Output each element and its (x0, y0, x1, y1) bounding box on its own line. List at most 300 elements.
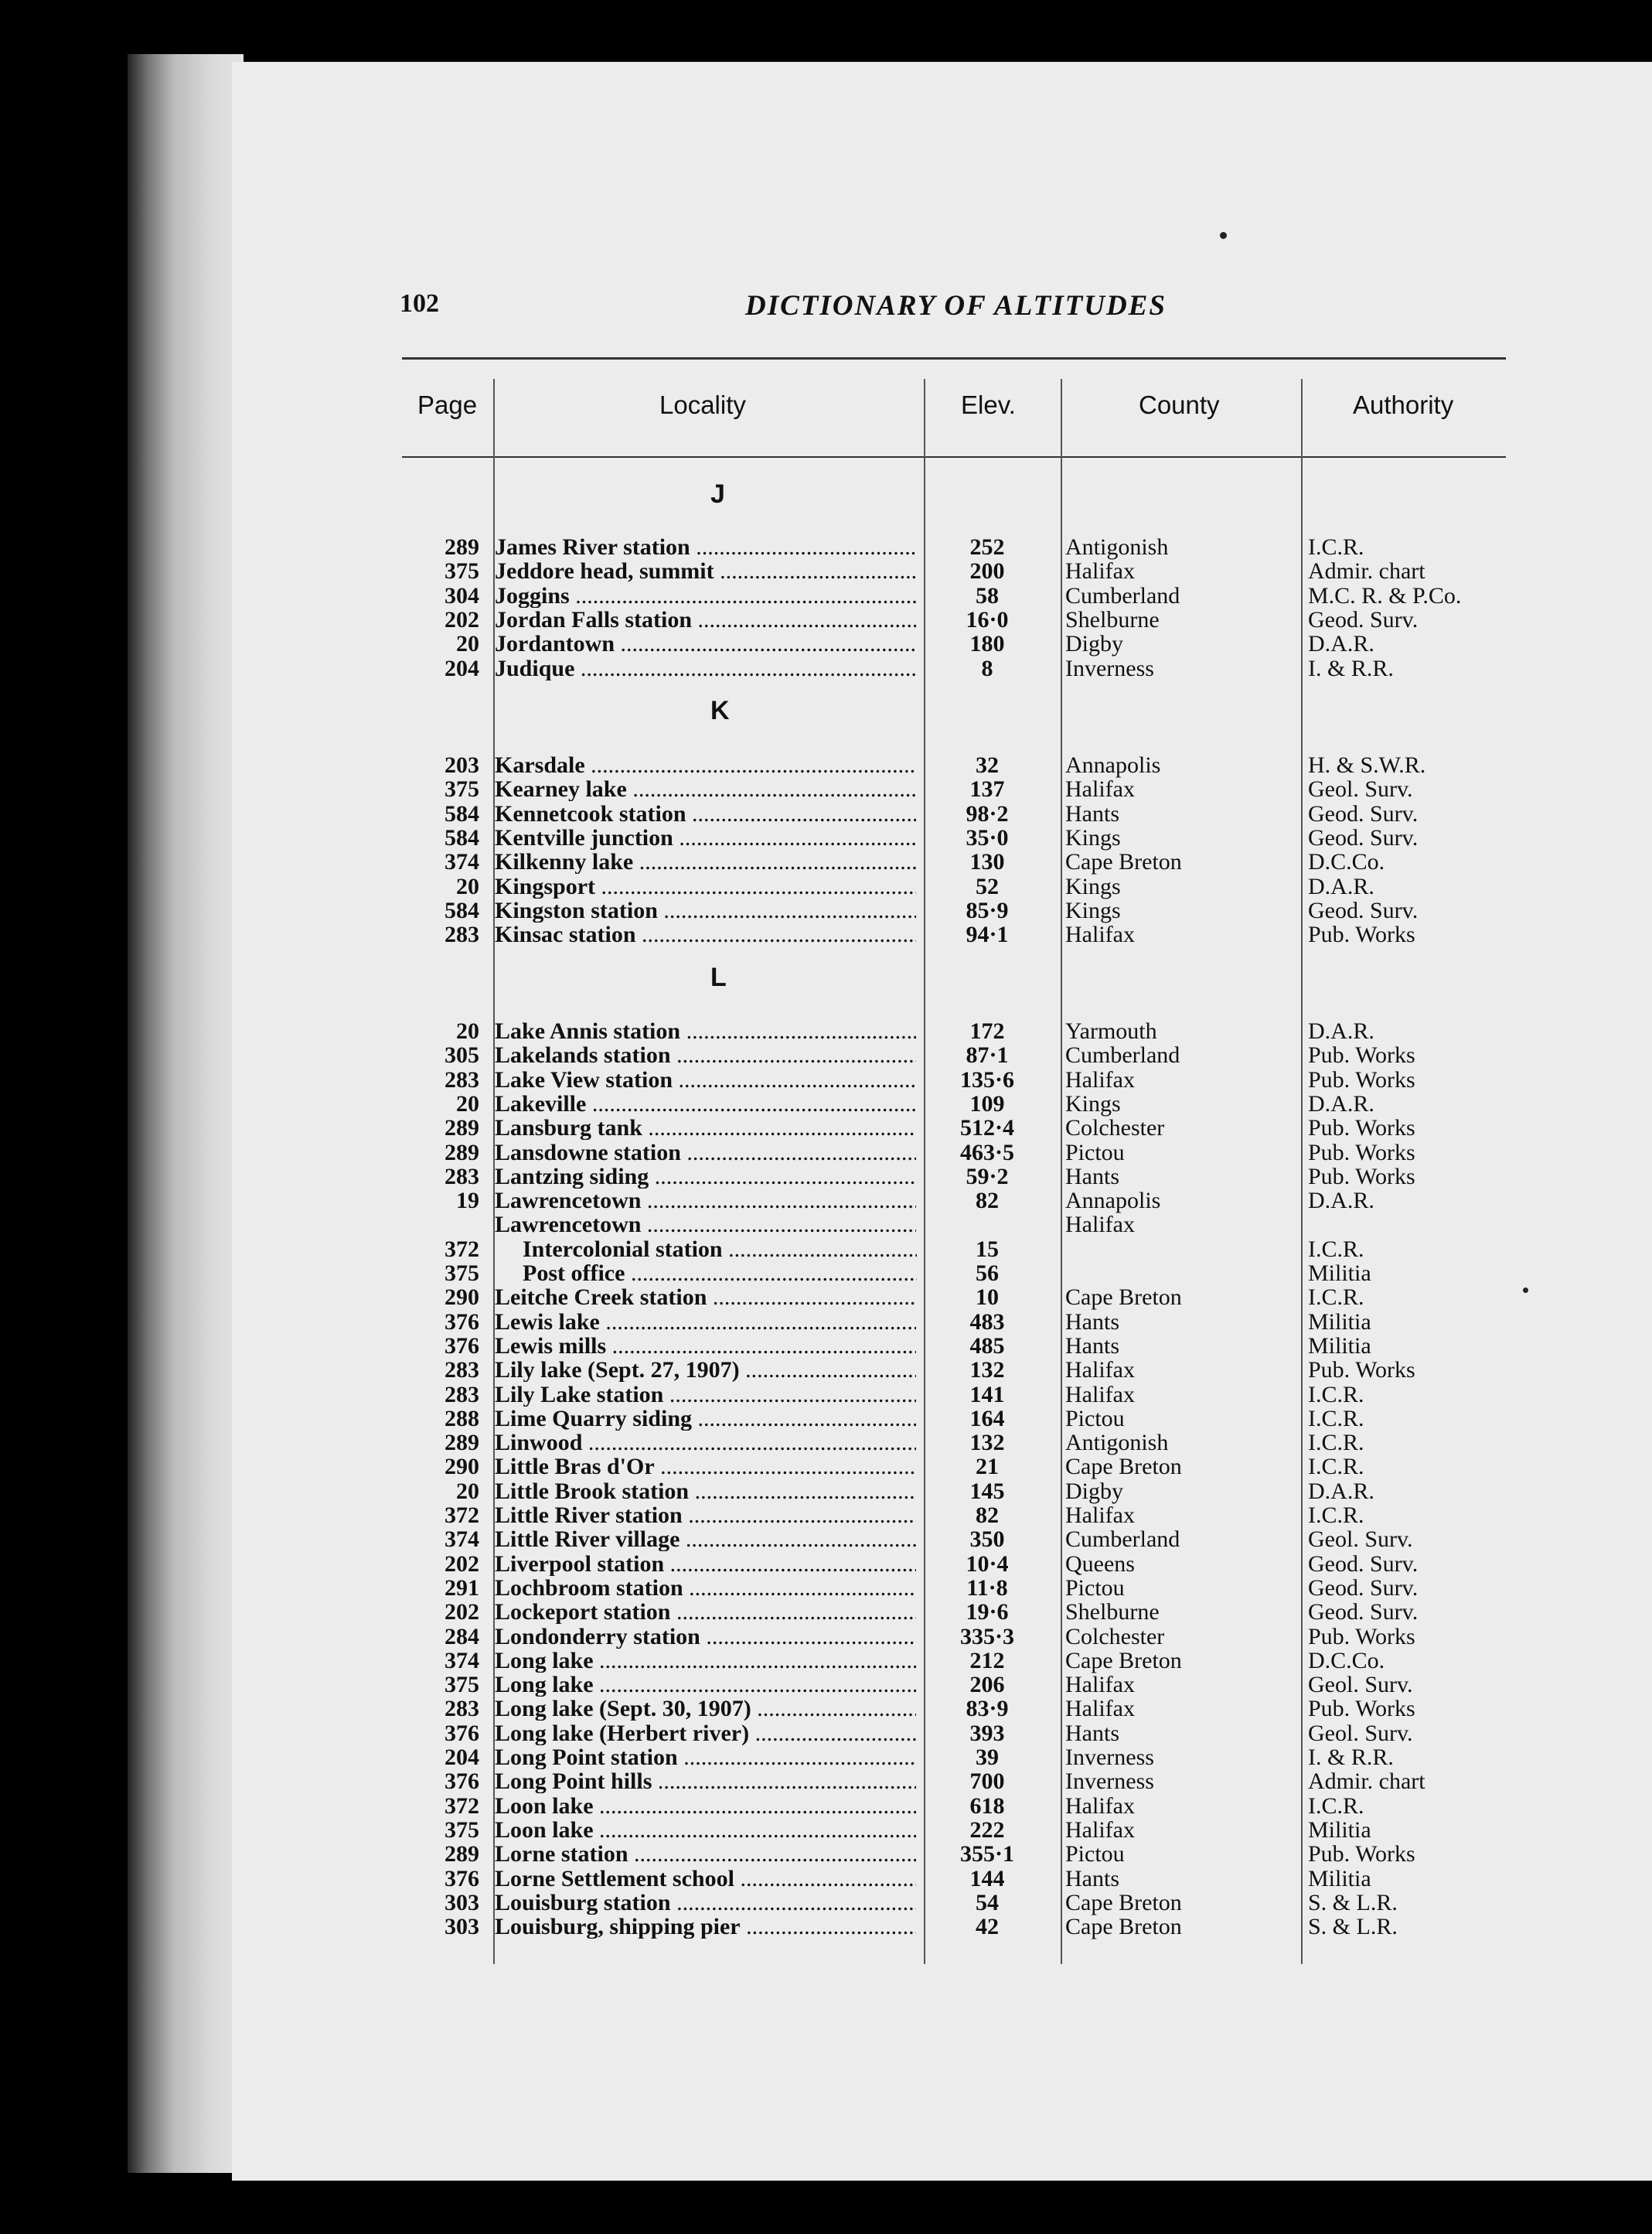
row-elevation: 58 (976, 582, 999, 609)
row-authority: Geod. Surv. (1308, 897, 1419, 923)
row-authority: S. & L.R. (1308, 1889, 1398, 1915)
table-row (0, 1261, 1652, 1285)
row-authority: I. & R.R. (1308, 655, 1394, 681)
table-row (0, 1358, 1652, 1382)
row-locality: Jordantown ..... (495, 632, 916, 656)
row-page: 283 (445, 1066, 479, 1093)
row-county: Halifax (1065, 558, 1135, 585)
row-authority: Militia (1308, 1865, 1371, 1891)
table-row (0, 584, 1652, 608)
row-authority: I.C.R. (1308, 1502, 1364, 1528)
row-authority: D.A.R. (1308, 1090, 1374, 1117)
table-row (0, 1649, 1652, 1673)
row-page: 289 (445, 1139, 479, 1165)
row-county: Cumberland (1065, 1526, 1180, 1553)
table-row (0, 1043, 1652, 1067)
table-row (0, 899, 1652, 923)
row-county: Shelburne (1065, 1599, 1160, 1625)
row-page: 283 (445, 922, 479, 948)
row-page: 202 (445, 1550, 479, 1577)
table-row (0, 923, 1652, 946)
row-county: Halifax (1065, 1502, 1135, 1528)
row-county: Cape Breton (1065, 849, 1182, 875)
table-row (0, 1769, 1652, 1793)
row-page: 372 (445, 1502, 479, 1528)
row-locality: Intercolonial station ..... (523, 1237, 917, 1261)
row-county: Halifax (1065, 1696, 1135, 1722)
row-county: Pictou (1065, 1574, 1125, 1601)
col-header-locality: Locality (659, 391, 746, 419)
table-row (0, 1068, 1652, 1092)
row-locality: Lewis mills ..... (495, 1334, 916, 1358)
row-county: Hants (1065, 1865, 1119, 1891)
table-row (0, 1721, 1652, 1745)
row-county: Inverness (1065, 655, 1154, 681)
row-elevation: 15 (976, 1236, 999, 1262)
row-authority: Pub. Works (1308, 1042, 1415, 1069)
row-elevation: 132 (969, 1430, 1005, 1456)
row-locality: Kilkenny lake ..... (495, 850, 916, 874)
col-header-elev: Elev. (961, 391, 1016, 419)
row-elevation: 700 (969, 1768, 1005, 1795)
table-row (0, 1625, 1652, 1649)
row-locality: Lochbroom station ..... (495, 1576, 916, 1600)
row-page: 204 (445, 1745, 479, 1770)
row-elevation: 56 (976, 1260, 999, 1286)
row-authority: Geod. Surv. (1308, 824, 1419, 851)
row-county: Cumberland (1065, 582, 1180, 609)
row-authority: D.A.R. (1308, 1478, 1374, 1504)
row-elevation: 200 (969, 558, 1005, 585)
row-page: 376 (445, 1308, 479, 1335)
row-elevation: 483 (969, 1308, 1005, 1335)
row-locality: Lawrencetown ..... (495, 1212, 916, 1236)
table-row (0, 1915, 1652, 1939)
row-authority: Militia (1308, 1308, 1371, 1335)
row-locality: Lily lake (Sept. 27, 1907) ..... (495, 1358, 916, 1382)
row-page: 375 (445, 558, 479, 585)
row-elevation: 39 (976, 1745, 999, 1770)
row-elevation: 137 (969, 776, 1005, 803)
row-county: Hants (1065, 1163, 1119, 1189)
row-authority: Admir. chart (1308, 1768, 1425, 1795)
row-authority: I.C.R. (1308, 1454, 1364, 1480)
row-elevation: 16·0 (966, 606, 1009, 633)
row-elevation: 35·0 (966, 824, 1009, 851)
row-county: Antigonish (1065, 534, 1169, 560)
row-county: Cape Breton (1065, 1454, 1182, 1480)
row-page: 283 (445, 1163, 479, 1189)
row-page: 289 (445, 1115, 479, 1141)
table-row (0, 1576, 1652, 1600)
row-page: 289 (445, 1841, 479, 1867)
row-elevation: 350 (969, 1526, 1005, 1553)
row-county: Kings (1065, 1090, 1121, 1117)
row-authority: Pub. Works (1308, 922, 1415, 948)
table-row (0, 1818, 1652, 1842)
row-county: Shelburne (1065, 606, 1160, 633)
row-elevation: 59·2 (966, 1163, 1009, 1189)
table-row (0, 608, 1652, 632)
row-elevation: 98·2 (966, 800, 1009, 827)
row-locality: Liverpool station ..... (495, 1552, 916, 1576)
row-authority: D.A.R. (1308, 1188, 1374, 1214)
row-county: Halifax (1065, 1792, 1135, 1819)
row-authority: D.A.R. (1308, 873, 1374, 899)
row-locality: James River station ..... (495, 535, 916, 559)
row-county: Halifax (1065, 922, 1135, 948)
column-header-rule (402, 456, 1506, 458)
row-county: Pictou (1065, 1841, 1125, 1867)
row-county: Digby (1065, 1478, 1123, 1504)
page-number: 102 (400, 289, 439, 318)
row-county: Inverness (1065, 1745, 1154, 1770)
row-locality: Long lake ..... (495, 1649, 916, 1673)
row-elevation: 21 (976, 1454, 999, 1480)
row-county: Cape Breton (1065, 1914, 1182, 1940)
row-county: Digby (1065, 631, 1123, 657)
row-authority: Geod. Surv. (1308, 800, 1419, 827)
row-page: 202 (445, 1599, 479, 1625)
row-locality: Lewis lake ..... (495, 1310, 916, 1334)
row-locality: Jordan Falls station ..... (495, 608, 916, 632)
row-locality: Lansdowne station ..... (495, 1141, 916, 1165)
row-locality: Londonderry station ..... (495, 1625, 916, 1649)
row-county: Halifax (1065, 776, 1135, 803)
row-locality: Karsdale ..... (495, 753, 916, 777)
row-authority: I.C.R. (1308, 1430, 1364, 1456)
table-row (0, 753, 1652, 777)
row-locality: Kingston station ..... (495, 899, 916, 923)
row-authority: D.C.Co. (1308, 849, 1385, 875)
table-row (0, 632, 1652, 656)
row-authority: Geod. Surv. (1308, 1574, 1419, 1601)
row-page: 303 (445, 1914, 479, 1940)
row-authority: I. & R.R. (1308, 1745, 1394, 1770)
row-authority: D.A.R. (1308, 631, 1374, 657)
row-county: Halifax (1065, 1672, 1135, 1698)
row-locality: Kearney lake ..... (495, 777, 916, 801)
row-elevation: 109 (969, 1090, 1005, 1117)
row-page: 375 (445, 1816, 479, 1843)
row-locality: Lorne Settlement school ..... (495, 1867, 916, 1891)
row-locality: Long lake (Herbert river) ..... (495, 1721, 916, 1745)
row-county: Pictou (1065, 1139, 1125, 1165)
table-row (0, 826, 1652, 850)
col-header-county: County (1139, 391, 1220, 419)
row-page: 289 (445, 534, 479, 560)
row-page: 376 (445, 1768, 479, 1795)
row-page: 289 (445, 1430, 479, 1456)
row-page: 303 (445, 1889, 479, 1915)
table-row (0, 1842, 1652, 1866)
row-elevation: 10 (976, 1284, 999, 1311)
row-page: 374 (445, 1647, 479, 1673)
row-county: Annapolis (1065, 752, 1161, 778)
row-county: Kings (1065, 873, 1121, 899)
row-locality: Little Bras d'Or ..... (495, 1455, 916, 1479)
row-county: Halifax (1065, 1212, 1135, 1238)
row-locality: Kinsac station ..... (495, 923, 916, 946)
row-locality: Jeddore head, summit ..... (495, 559, 916, 583)
row-page: 290 (445, 1454, 479, 1480)
row-county: Yarmouth (1065, 1018, 1157, 1044)
row-authority: D.C.Co. (1308, 1647, 1385, 1673)
row-county: Hants (1065, 1332, 1119, 1359)
row-page: 288 (445, 1405, 479, 1431)
row-county: Antigonish (1065, 1430, 1169, 1456)
row-elevation: 32 (976, 752, 999, 778)
row-page: 20 (456, 631, 479, 657)
row-authority: Geod. Surv. (1308, 1550, 1419, 1577)
row-county: Hants (1065, 1308, 1119, 1335)
row-locality: Judique ..... (495, 657, 916, 680)
row-elevation: 82 (976, 1188, 999, 1214)
row-elevation: 85·9 (966, 897, 1009, 923)
row-county: Inverness (1065, 1768, 1154, 1795)
row-elevation: 164 (969, 1405, 1005, 1431)
row-authority: Geod. Surv. (1308, 606, 1419, 633)
row-page: 374 (445, 849, 479, 875)
row-locality: Kennetcook station ..... (495, 802, 916, 826)
row-page: 375 (445, 776, 479, 803)
row-authority: S. & L.R. (1308, 1914, 1398, 1940)
row-page: 19 (456, 1188, 479, 1214)
row-locality: Loon lake ..... (495, 1794, 916, 1818)
header-rule (402, 357, 1506, 360)
row-locality: Long Point hills ..... (495, 1769, 916, 1793)
row-county: Queens (1065, 1550, 1135, 1577)
row-authority: Pub. Works (1308, 1696, 1415, 1722)
speck (1220, 232, 1227, 239)
row-locality: Joggins ..... (495, 584, 916, 608)
page-header (0, 289, 1652, 336)
row-elevation: 130 (969, 849, 1005, 875)
table-row (0, 535, 1652, 559)
row-authority: Pub. Works (1308, 1357, 1415, 1383)
table-row (0, 1673, 1652, 1697)
row-elevation: 52 (976, 873, 999, 899)
row-elevation: 145 (969, 1478, 1005, 1504)
row-page: 283 (445, 1381, 479, 1407)
table-row (0, 1116, 1652, 1140)
row-page: 376 (445, 1865, 479, 1891)
row-locality: Leitche Creek station ..... (495, 1285, 916, 1309)
row-elevation: 10·4 (966, 1550, 1009, 1577)
row-locality: Little River village ..... (495, 1527, 916, 1551)
row-page: 283 (445, 1357, 479, 1383)
row-elevation: 393 (969, 1720, 1005, 1746)
table-row (0, 1891, 1652, 1915)
row-county: Cape Breton (1065, 1284, 1182, 1311)
row-page: 284 (445, 1623, 479, 1649)
row-page: 376 (445, 1332, 479, 1359)
row-elevation: 180 (969, 631, 1005, 657)
row-county: Halifax (1065, 1066, 1135, 1093)
row-county: Colchester (1065, 1115, 1165, 1141)
row-county: Halifax (1065, 1816, 1135, 1843)
table-row (0, 1383, 1652, 1407)
table-row (0, 777, 1652, 801)
row-elevation: 335·3 (959, 1623, 1014, 1649)
row-locality: Lansburg tank ..... (495, 1116, 916, 1140)
row-elevation: 141 (969, 1381, 1005, 1407)
row-elevation: 19·6 (966, 1599, 1009, 1625)
row-locality: Lake Annis station ..... (495, 1019, 916, 1043)
row-elevation: 355·1 (959, 1841, 1014, 1867)
row-page: 204 (445, 655, 479, 681)
row-authority: I.C.R. (1308, 1284, 1364, 1311)
table-row (0, 1431, 1652, 1455)
table-row (0, 559, 1652, 583)
table-row (0, 1867, 1652, 1891)
table-row (0, 1334, 1652, 1358)
row-authority: Militia (1308, 1260, 1371, 1286)
row-page: 305 (445, 1042, 479, 1069)
row-authority: Militia (1308, 1332, 1371, 1359)
row-elevation: 212 (969, 1647, 1005, 1673)
row-page: 203 (445, 752, 479, 778)
row-locality: Loon lake ..... (495, 1818, 916, 1842)
row-page: 376 (445, 1720, 479, 1746)
table-row (0, 850, 1652, 874)
table-row (0, 1141, 1652, 1165)
table-row (0, 1237, 1652, 1261)
row-county: Pictou (1065, 1405, 1125, 1431)
row-authority: M.C. R. & P.Co. (1308, 582, 1462, 609)
col-header-page: Page (417, 391, 478, 419)
row-elevation: 132 (969, 1357, 1005, 1383)
row-elevation: 485 (969, 1332, 1005, 1359)
row-county: Colchester (1065, 1623, 1165, 1649)
row-page: 375 (445, 1260, 479, 1286)
row-elevation: 8 (981, 655, 993, 681)
table-row (0, 1794, 1652, 1818)
row-authority: Pub. Works (1308, 1841, 1415, 1867)
row-elevation: 54 (976, 1889, 999, 1915)
row-page: 584 (445, 800, 479, 827)
row-page: 374 (445, 1526, 479, 1553)
row-elevation: 144 (969, 1865, 1005, 1891)
row-authority: D.A.R. (1308, 1018, 1374, 1044)
row-authority: Geol. Surv. (1308, 1720, 1413, 1746)
row-page: 291 (445, 1574, 479, 1601)
row-authority: Geol. Surv. (1308, 776, 1413, 803)
row-locality: Long lake (Sept. 30, 1907) ..... (495, 1697, 916, 1721)
row-page: 20 (456, 873, 479, 899)
row-elevation: 11·8 (966, 1574, 1008, 1601)
table-row (0, 1697, 1652, 1721)
row-authority: Geod. Surv. (1308, 1599, 1419, 1625)
row-locality: Long lake ..... (495, 1673, 916, 1697)
row-county: Cumberland (1065, 1042, 1180, 1069)
row-elevation: 87·1 (966, 1042, 1009, 1069)
table-row (0, 1189, 1652, 1212)
row-page: 372 (445, 1792, 479, 1819)
table-row (0, 1479, 1652, 1503)
table-row (0, 1552, 1652, 1576)
row-elevation: 83·9 (966, 1696, 1009, 1722)
row-authority: H. & S.W.R. (1308, 752, 1426, 778)
table-row (0, 1527, 1652, 1551)
table-row (0, 802, 1652, 826)
row-locality: Little Brook station ..... (495, 1479, 916, 1503)
row-authority: Pub. Works (1308, 1066, 1415, 1093)
row-locality: Little River station ..... (495, 1503, 916, 1527)
table-row (0, 1092, 1652, 1116)
row-locality: Lorne station ..... (495, 1842, 916, 1866)
row-county: Hants (1065, 1720, 1119, 1746)
row-authority: Geol. Surv. (1308, 1672, 1413, 1698)
row-page: 375 (445, 1672, 479, 1698)
row-authority: Pub. Works (1308, 1623, 1415, 1649)
table-row (0, 657, 1652, 680)
row-locality: Linwood ..... (495, 1431, 916, 1455)
row-authority: Geol. Surv. (1308, 1526, 1413, 1553)
section-letter: K (710, 696, 730, 725)
section-letter: J (710, 479, 725, 509)
row-elevation: 222 (969, 1816, 1005, 1843)
row-elevation: 618 (969, 1792, 1005, 1819)
row-locality: Lily Lake station ..... (495, 1383, 916, 1407)
row-locality: Lockeport station ..... (495, 1600, 916, 1624)
row-locality: Lantzing siding ..... (495, 1165, 916, 1189)
table-row (0, 1019, 1652, 1043)
row-locality: Lakeville ..... (495, 1092, 916, 1116)
row-locality: Kingsport ..... (495, 875, 916, 899)
row-authority: I.C.R. (1308, 1381, 1364, 1407)
row-authority: Militia (1308, 1816, 1371, 1843)
row-authority: I.C.R. (1308, 1236, 1364, 1262)
row-authority: Pub. Works (1308, 1139, 1415, 1165)
row-elevation: 135·6 (959, 1066, 1014, 1093)
row-elevation: 463·5 (959, 1139, 1014, 1165)
row-county: Cape Breton (1065, 1889, 1182, 1915)
row-county: Halifax (1065, 1357, 1135, 1383)
row-page: 283 (445, 1696, 479, 1722)
table-row (0, 1455, 1652, 1479)
row-county: Kings (1065, 824, 1121, 851)
row-county: Annapolis (1065, 1188, 1161, 1214)
table-row (0, 1285, 1652, 1309)
row-locality: Louisburg station ..... (495, 1891, 916, 1915)
page-title: DICTIONARY OF ALTITUDES (745, 290, 1167, 322)
row-elevation: 206 (969, 1672, 1005, 1698)
row-authority: I.C.R. (1308, 1792, 1364, 1819)
row-locality: Lakelands station ..... (495, 1043, 916, 1067)
row-elevation: 512·4 (959, 1115, 1014, 1141)
row-elevation: 94·1 (966, 922, 1009, 948)
table-row (0, 875, 1652, 899)
row-locality: Post office ..... (523, 1261, 917, 1285)
row-page: 584 (445, 897, 479, 923)
row-elevation: 172 (969, 1018, 1005, 1044)
table-row (0, 1165, 1652, 1189)
table-row (0, 1212, 1652, 1236)
row-authority: Pub. Works (1308, 1163, 1415, 1189)
row-page: 304 (445, 582, 479, 609)
table-row (0, 1503, 1652, 1527)
row-page: 202 (445, 606, 479, 633)
row-locality: Lawrencetown ..... (495, 1189, 916, 1212)
row-locality: Lake View station ..... (495, 1068, 916, 1092)
row-locality: Lime Quarry siding ..... (495, 1407, 916, 1431)
row-county: Halifax (1065, 1381, 1135, 1407)
row-authority: I.C.R. (1308, 534, 1364, 560)
row-page: 20 (456, 1478, 479, 1504)
col-header-authority: Authority (1353, 391, 1454, 419)
table-row (0, 1600, 1652, 1624)
